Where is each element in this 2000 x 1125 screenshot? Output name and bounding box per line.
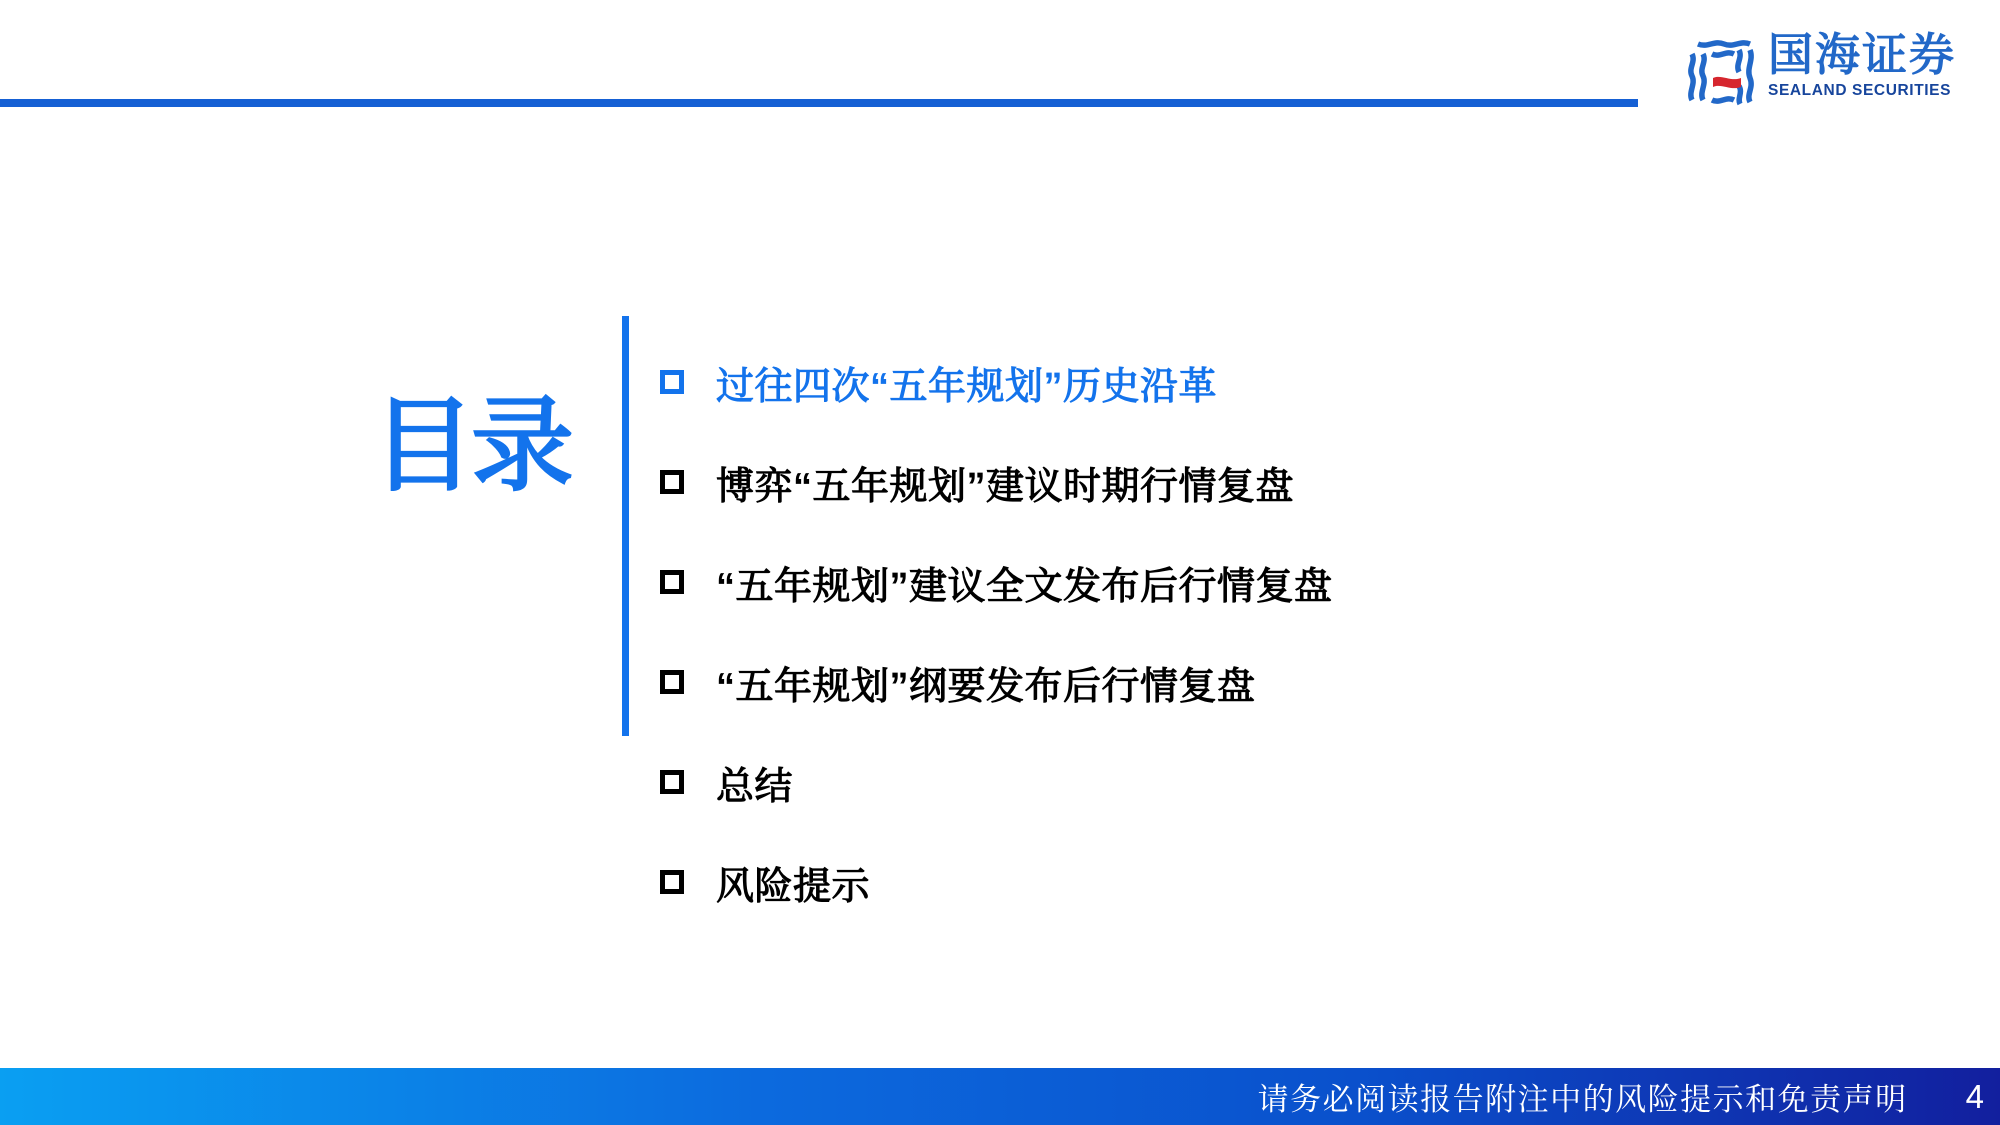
brand-logo — [1684, 29, 1957, 106]
toc-vertical-divider — [622, 316, 629, 736]
toc-item-label: 博弈“五年规划”建议时期行情复盘 — [716, 465, 1295, 508]
toc-item-5[interactable] — [660, 732, 1333, 832]
toc-item-4[interactable] — [660, 632, 1333, 732]
toc-item-3[interactable] — [660, 532, 1333, 632]
page-number: 4 — [1965, 1077, 1984, 1115]
toc-list — [660, 332, 1333, 932]
footer-bar — [0, 1068, 2000, 1125]
sealand-logo-icon — [1684, 38, 1756, 106]
brand-name-cn: 国海证券 — [1768, 29, 1957, 80]
square-bullet-icon — [660, 370, 684, 394]
header-divider-line — [0, 99, 1638, 107]
toc-title: 目录 — [372, 388, 570, 503]
toc-item-label: 总结 — [716, 765, 794, 808]
toc-item-2[interactable] — [660, 432, 1333, 532]
square-bullet-icon — [660, 770, 684, 794]
toc-item-label: “五年规划”建议全文发布后行情复盘 — [716, 565, 1333, 608]
toc-item-label: 风险提示 — [716, 865, 871, 908]
footer-disclaimer: 请务必阅读报告附注中的风险提示和免责声明 — [1257, 1082, 1908, 1117]
brand-name-en: SEALAND SECURITIES — [1768, 82, 1952, 99]
toc-item-label: 过往四次“五年规划”历史沿革 — [716, 365, 1218, 408]
toc-item-6[interactable] — [660, 832, 1333, 932]
toc-item-label: “五年规划”纲要发布后行情复盘 — [716, 665, 1256, 708]
square-bullet-icon — [660, 570, 684, 594]
square-bullet-icon — [660, 470, 684, 494]
toc-item-1[interactable] — [660, 332, 1333, 432]
square-bullet-icon — [660, 870, 684, 894]
square-bullet-icon — [660, 670, 684, 694]
brand-text — [1768, 29, 1957, 100]
